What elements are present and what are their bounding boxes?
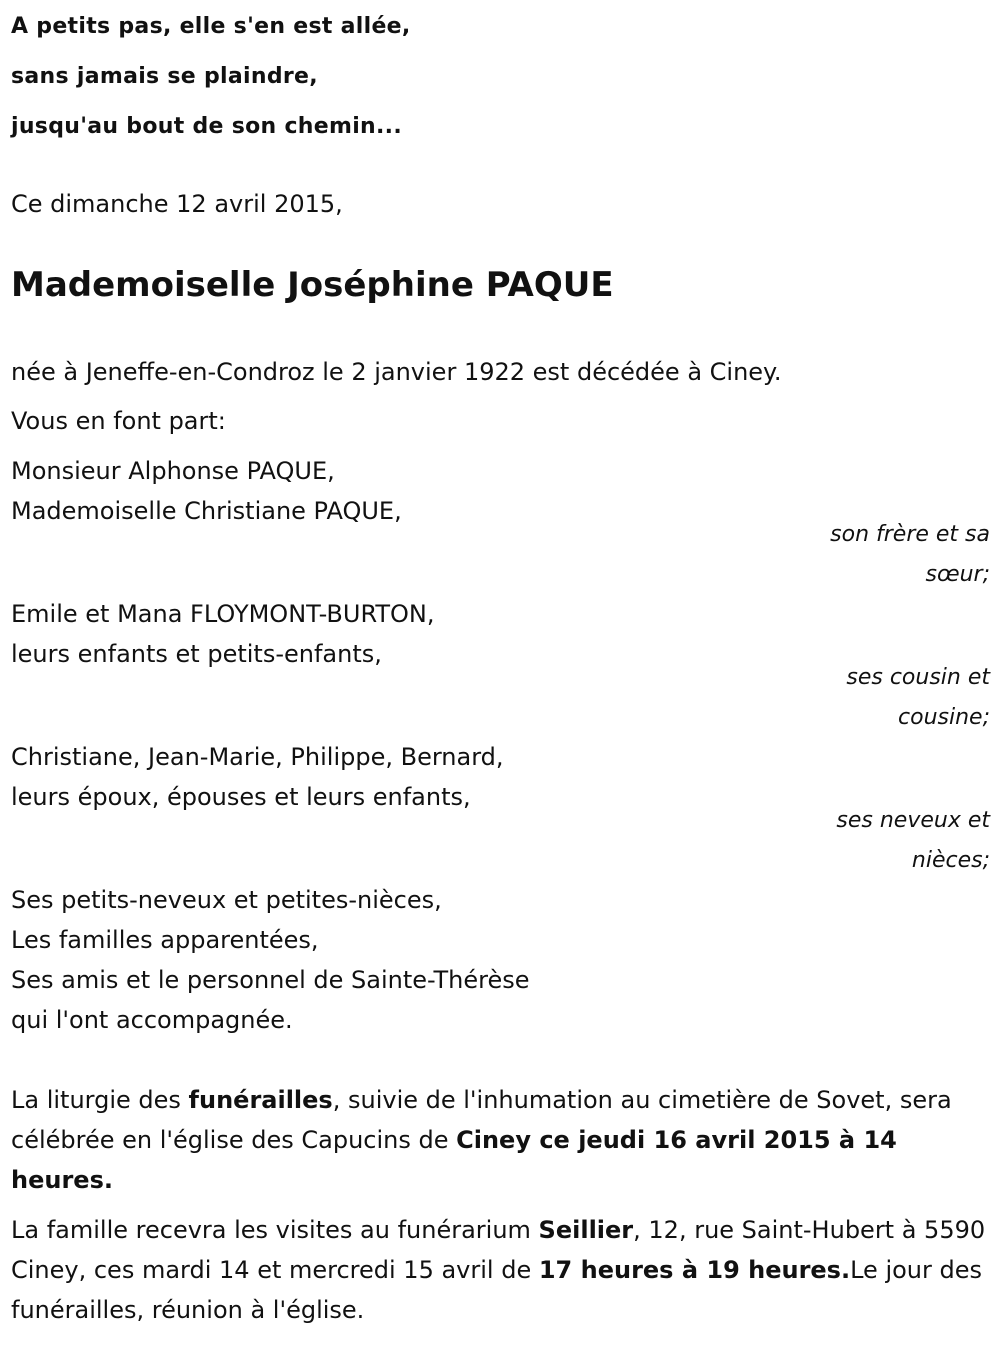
relation-line: sœur;	[925, 562, 990, 587]
poem-line: jusqu'au bout de son chemin...	[11, 114, 402, 139]
funeral-text: , suivie de l'inhumation au cimetière de Sovet, sera célébrée en l'église des Capucins de	[11, 1086, 952, 1154]
funeral-paragraph	[11, 1080, 996, 1200]
family-name-line: Christiane, Jean-Marie, Philippe, Bernard,	[11, 743, 504, 771]
death-date-line: Ce dimanche 12 avril 2015,	[11, 190, 343, 218]
relation-line: nièces;	[911, 848, 990, 873]
relation-line: cousine;	[898, 705, 990, 730]
family-relation	[770, 801, 990, 881]
relation-line: ses neveux et	[836, 808, 990, 833]
family-name-line: Mademoiselle Christiane PAQUE,	[11, 497, 402, 525]
other-mourners-line: Les familles apparentées,	[11, 926, 319, 954]
family-relation	[770, 658, 990, 738]
funeral-datetime: Ciney ce jeudi 16 avril 2015 à 14 heures.	[11, 1126, 897, 1194]
poem-line: A petits pas, elle s'en est allée,	[11, 14, 411, 39]
funeral-text: La liturgie des	[11, 1086, 189, 1114]
birth-death-line: née à Jeneffe-en-Condroz le 2 janvier 1922 est décédée à Ciney.	[11, 358, 782, 386]
visits-text: , 12, rue Saint-Hubert à 5590 Ciney, ces mardi 14 et mercredi 15 avril de	[11, 1216, 986, 1284]
family-name-line: Emile et Mana FLOYMONT-BURTON,	[11, 600, 435, 628]
deceased-name: Mademoiselle Joséphine PAQUE	[11, 265, 614, 305]
visits-text: Le jour des funérailles, réunion à l'église.	[11, 1256, 982, 1324]
visits-text: La famille recevra les visites au funérarium	[11, 1216, 539, 1244]
relation-line: son frère et sa	[830, 522, 990, 547]
visits-hours: 17 heures à 19 heures.	[538, 1256, 851, 1284]
relation-line: ses cousin et	[846, 665, 990, 690]
visits-paragraph	[11, 1210, 996, 1330]
family-name-line: Monsieur Alphonse PAQUE,	[11, 457, 335, 485]
poem-line: sans jamais se plaindre,	[11, 64, 318, 89]
other-mourners-line: Ses amis et le personnel de Sainte-Thérèse	[11, 966, 530, 994]
opening-poem	[11, 9, 411, 159]
announce-line: Vous en font part:	[11, 407, 226, 435]
other-mourners-line: qui l'ont accompagnée.	[11, 1006, 293, 1034]
family-name-line: leurs époux, épouses et leurs enfants,	[11, 783, 471, 811]
funeral-home-name: Seillier	[538, 1216, 634, 1244]
family-name-line: leurs enfants et petits-enfants,	[11, 640, 382, 668]
family-relation	[770, 515, 990, 595]
other-mourners-line: Ses petits-neveux et petites-nièces,	[11, 886, 442, 914]
funeral-emphasis: funérailles	[188, 1086, 333, 1114]
